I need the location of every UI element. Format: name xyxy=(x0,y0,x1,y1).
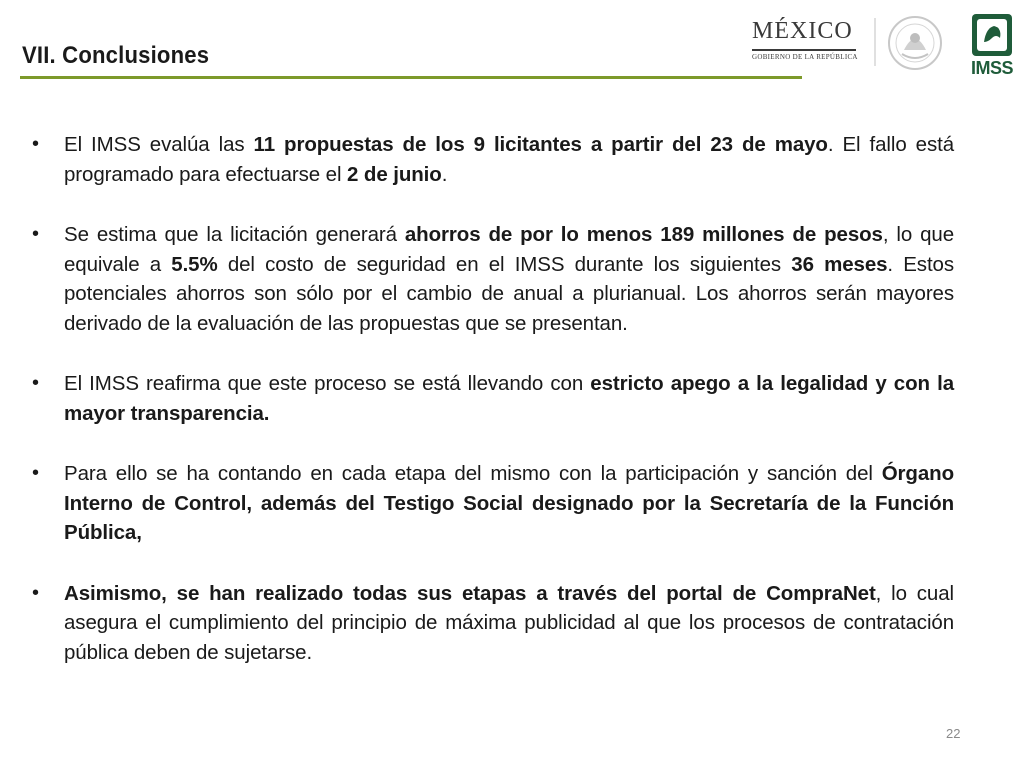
bullet-item xyxy=(32,459,954,548)
bullet-text-run: . El fallo está programado para efectuarse el xyxy=(64,133,954,186)
title-underline xyxy=(20,76,802,79)
bullet-text-run: Órgano Interno de Control, además del Testigo Social designado por la Secretaría de la Función Pública, xyxy=(64,462,954,544)
bullet-text-run: Se estima que la licitación generará xyxy=(64,223,405,246)
bullet-text-run: del costo de seguridad en el IMSS durante los siguientes xyxy=(217,252,792,276)
bullet-item xyxy=(32,130,954,189)
bullet-dot-icon: • xyxy=(32,133,39,155)
imss-logo xyxy=(964,12,1020,78)
bullet-text-run: Para ello se ha contando en cada etapa del mismo con la participación y sanción del xyxy=(64,462,882,485)
bullet-text-run: , lo cual asegura el cumplimiento del principio de máxima publicidad al que los procesos de contratación pública deben de sujetarse. xyxy=(64,581,954,664)
imss-wordmark: IMSS xyxy=(970,58,1013,78)
mexico-logo-line xyxy=(752,49,856,51)
bullet-text-run: estricto apego a la legalidad y con la mayor transparencia. xyxy=(64,372,955,425)
bullet-dot-icon: • xyxy=(32,223,39,245)
bullet-text-run: Asimismo, se han realizado todas sus etapas a través del portal de CompraNet xyxy=(64,581,876,605)
bullet-text-run: ahorros de por lo menos 189 millones de pesos xyxy=(404,223,883,246)
bullet-text-run: , lo que equivale a xyxy=(64,223,954,276)
mexico-government-logo xyxy=(752,18,864,66)
bullet-item xyxy=(32,220,954,338)
bullet-item xyxy=(32,369,954,428)
conclusions-list xyxy=(32,130,954,698)
logo-separator xyxy=(874,18,876,66)
bullet-dot-icon: • xyxy=(32,581,39,604)
bullet-text-run: El IMSS reafirma que este proceso se está llevando con xyxy=(64,372,591,395)
national-seal-icon xyxy=(884,14,946,72)
bullet-text-run: El IMSS evalúa las xyxy=(64,133,254,156)
mexico-subtitle: GOBIERNO DE LA REPÚBLICA xyxy=(752,53,858,61)
bullet-text-run: 5.5% xyxy=(171,252,218,276)
page-number: 22 xyxy=(946,726,961,741)
bullet-item xyxy=(32,579,954,668)
bullet-text-run: 2 de junio xyxy=(347,162,442,186)
bullet-text-run: 11 propuestas de los 9 licitantes a partir del 23 de mayo xyxy=(253,133,828,156)
mexico-wordmark: MÉXICO xyxy=(752,18,853,44)
bullet-text-run: . xyxy=(441,162,448,186)
bullet-dot-icon: • xyxy=(32,372,39,394)
bullet-text-run: 36 meses xyxy=(791,252,888,276)
bullet-dot-icon: • xyxy=(32,462,39,484)
slide-title: VII. Conclusiones xyxy=(22,42,210,69)
imss-emblem-icon xyxy=(964,12,1020,58)
bullet-text-run: . Estos potenciales ahorros son sólo por el cambio de anual a plurianual. Los ahorros serán mayores derivado de la evaluación de las propuestas que se presentan. xyxy=(64,252,954,335)
